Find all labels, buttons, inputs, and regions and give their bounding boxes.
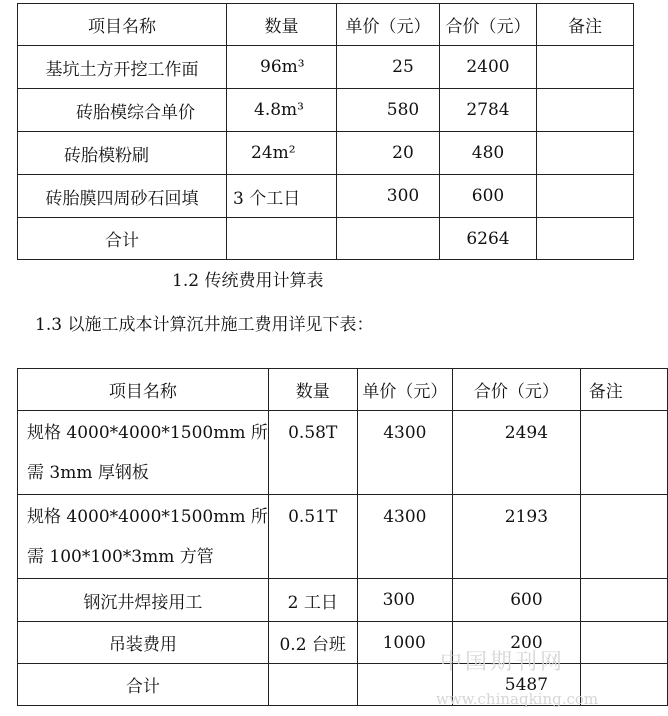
quantity-cell: 3 个工日: [227, 175, 337, 218]
total-price-cell: 2494: [453, 411, 581, 495]
header-unit-price: 单价（元）: [337, 4, 440, 46]
header-remarks: 备注: [580, 369, 667, 411]
table-row: [18, 46, 634, 89]
watermark-url: www.chinaqking.com: [436, 690, 599, 708]
unit-price-cell: 1000: [357, 622, 453, 664]
header-remarks: 备注: [537, 4, 634, 46]
quantity-cell: 4.8m³: [227, 89, 337, 132]
item-name-cell: [18, 495, 269, 579]
remarks-cell: [537, 132, 634, 175]
item-name-line: 规格 4000*4000*1500mm 所: [27, 423, 268, 443]
remarks-cell: [537, 89, 634, 132]
table-row: [18, 622, 668, 664]
quantity-cell: 24m²: [227, 132, 337, 175]
table-row: [18, 89, 634, 132]
item-name-line: 规格 4000*4000*1500mm 所: [27, 507, 268, 527]
quantity-cell: 0.2 台班: [268, 622, 357, 664]
remarks-cell: [537, 218, 634, 260]
table-row: [18, 495, 668, 579]
total-label-cell: 合计: [18, 664, 269, 706]
item-name-line: 需 100*100*3mm 方管: [27, 547, 214, 567]
item-name-cell: 钢沉井焊接用工: [18, 579, 269, 622]
quantity-cell: [227, 218, 337, 260]
total-price-cell: 2400: [440, 46, 537, 89]
unit-price-cell: 300: [357, 579, 453, 622]
remarks-cell: [580, 495, 667, 579]
remarks-cell: [537, 175, 634, 218]
header-quantity: 数量: [227, 4, 337, 46]
quantity-cell: 96m³: [227, 46, 337, 89]
table-header-row: [18, 4, 634, 46]
item-name-cell: 吊装费用: [18, 622, 269, 664]
item-name-cell: 基坑土方开挖工作面: [18, 46, 227, 89]
unit-price-cell: [337, 218, 440, 260]
grand-total-cell: 5487: [453, 664, 581, 706]
unit-price-cell: 25: [337, 46, 440, 89]
header-item-name: 项目名称: [18, 4, 227, 46]
total-label-cell: 合计: [18, 218, 227, 260]
cost-table-1: [17, 3, 634, 260]
table-row: [18, 579, 668, 622]
quantity-cell: 0.58T: [268, 411, 357, 495]
section-heading: 1.3 以施工成本计算沉井施工费用详见下表：: [35, 315, 374, 335]
quantity-cell: 0.51T: [268, 495, 357, 579]
item-name-line: 需 3mm 厚钢板: [27, 463, 149, 483]
grand-total-cell: 6264: [440, 218, 537, 260]
quantity-cell: [268, 664, 357, 706]
header-total-price: 合价（元）: [440, 4, 537, 46]
item-name-cell: 砖胎模粉刷: [18, 132, 227, 175]
remarks-cell: [537, 46, 634, 89]
header-unit-price: 单价（元）: [357, 369, 453, 411]
table-row: [18, 411, 668, 495]
table-row: [18, 132, 634, 175]
header-quantity: 数量: [268, 369, 357, 411]
unit-price-cell: 580: [337, 89, 440, 132]
unit-price-cell: 4300: [357, 411, 453, 495]
remarks-cell: [580, 411, 667, 495]
remarks-cell: [580, 579, 667, 622]
watermark-title: 中国期刊网: [440, 650, 566, 675]
quantity-cell: 2 工日: [268, 579, 357, 622]
table-caption: 1.2 传统费用计算表: [172, 271, 324, 291]
unit-price-cell: 300: [337, 175, 440, 218]
table-row: [18, 175, 634, 218]
remarks-cell: [580, 622, 667, 664]
header-total-price: 合价（元）: [453, 369, 581, 411]
total-row: [18, 218, 634, 260]
item-name-cell: 砖胎模综合单价: [18, 89, 227, 132]
unit-price-cell: 20: [337, 132, 440, 175]
cost-table-2: [17, 368, 668, 706]
total-price-cell: 600: [453, 579, 581, 622]
total-price-cell: 2784: [440, 89, 537, 132]
item-name-cell: 砖胎膜四周砂石回填: [18, 175, 227, 218]
header-item-name: 项目名称: [18, 369, 269, 411]
total-price-cell: 2193: [453, 495, 581, 579]
total-price-cell: 200: [453, 622, 581, 664]
total-price-cell: 600: [440, 175, 537, 218]
item-name-cell: [18, 411, 269, 495]
unit-price-cell: 4300: [357, 495, 453, 579]
total-price-cell: 480: [440, 132, 537, 175]
table-header-row: [18, 369, 668, 411]
